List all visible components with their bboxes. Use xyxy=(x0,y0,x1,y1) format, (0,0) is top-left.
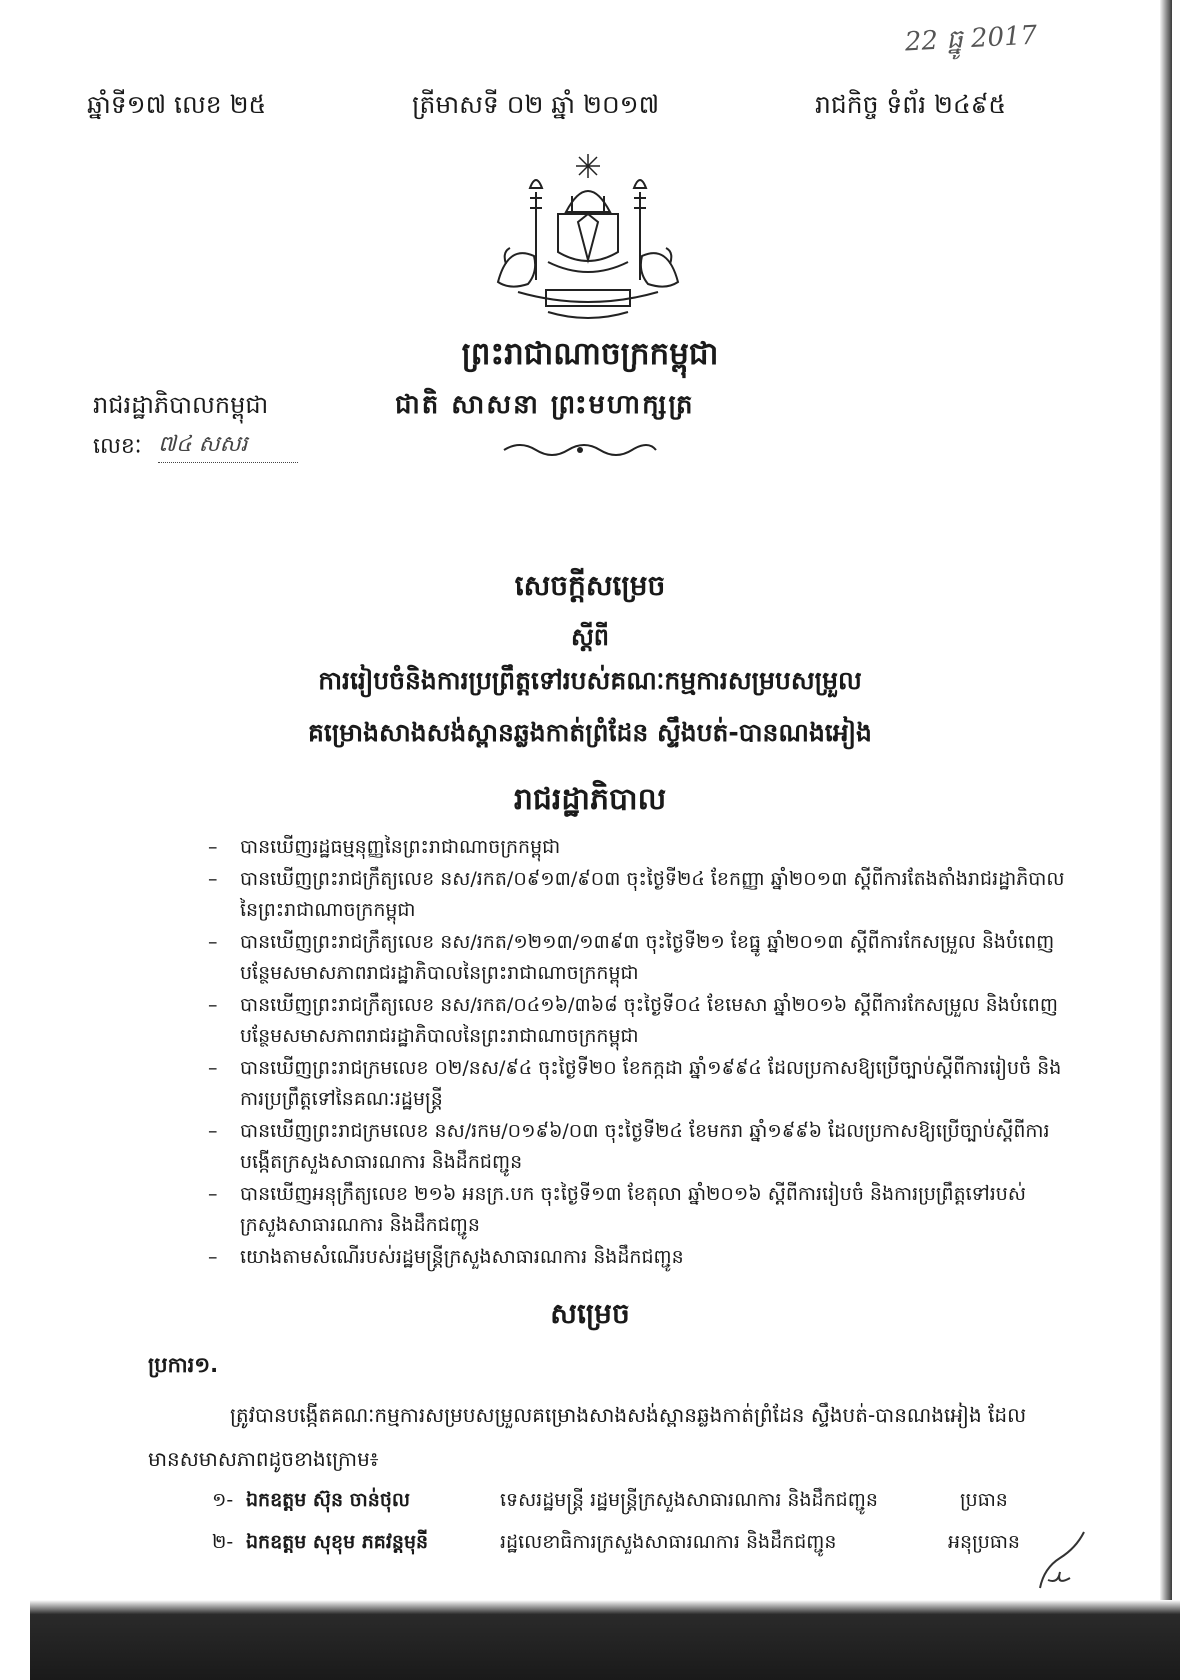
citation-item: – បានឃើញរដ្ឋធម្មនុញ្ញនៃព្រះរាជាណាចក្រកម្ពុជា xyxy=(208,836,561,858)
royal-coat-of-arms-icon xyxy=(488,152,688,324)
document-type: សេចក្តីសម្រេច xyxy=(514,569,666,602)
handwritten-date: 22 ធ្នូ 2017 xyxy=(904,20,1038,58)
article-label: ប្រការ១. xyxy=(148,1353,219,1377)
decision-heading: សម្រេច xyxy=(550,1297,630,1330)
member-number: ២- xyxy=(212,1531,234,1553)
member-number: ១- xyxy=(212,1489,234,1511)
page-edge-shadow xyxy=(1160,0,1172,1680)
issuing-authority: រាជរដ្ឋាភិបាលកម្ពុជា xyxy=(93,391,269,419)
gazette-issue: ឆ្នាំទី១៧ លេខ ២៥ xyxy=(87,90,267,119)
member-role: ប្រធាន xyxy=(960,1489,1008,1511)
member-name: ឯកឧត្តម សុខុម ភគវន្តមុនី xyxy=(246,1531,429,1553)
kingdom-name: ព្រះរាជាណាចក្រកម្ពុជា xyxy=(461,336,719,372)
citation-item: – បានឃើញព្រះរាជក្រមលេខ ០២/នស/៩៤ ចុះថ្ងៃទី២០ ខែកក្កដា ឆ្នាំ១៩៩៤ ដែលប្រកាសឱ្យប្រើច្បាប់ស្តីពីការរៀបចំ និងការប្រព្រឹត្តទៅនៃគណៈរដ្ឋមន្ត្រី xyxy=(208,1057,1062,1110)
scanner-bottom-band xyxy=(30,1600,1180,1680)
member-name: ឯកឧត្តម ស៊ុន ចាន់ថុល xyxy=(246,1489,410,1511)
ornament-divider-icon xyxy=(500,440,660,460)
gazette-page: រាជកិច្ច ទំព័រ ២៤៩៥ xyxy=(815,90,1007,119)
citation-item: – បានឃើញព្រះរាជក្រឹត្យលេខ នស/រកត/១២១៣/១៣៩៣ ចុះថ្ងៃទី២១ ខែធ្នូ ឆ្នាំ២០១៣ ស្តីពីការកែសម្រួល និងបំពេញបន្ថែមសមាសភាពរាជរដ្ឋាភិបាលនៃព្រះរាជាណាចក្រកម្ពុជា xyxy=(208,931,1055,984)
signature-initials-icon xyxy=(1030,1528,1090,1598)
citation-item: – បានឃើញព្រះរាជក្រមលេខ នស/រកម/០១៩៦/០៣ ចុះថ្ងៃទី២៤ ខែមករា ឆ្នាំ១៩៩៦ ដែលប្រកាសឱ្យប្រើច្បាប់ស្តីពីការបង្កើតក្រសួងសាធារណការ និងដឹកជញ្ជូន xyxy=(208,1120,1050,1173)
reference-number: ៧៤ សសរ xyxy=(158,430,298,463)
citation-item: – បានឃើញអនុក្រឹត្យលេខ ២១៦ អនក្រ.បក ចុះថ្ងៃទី១៣ ខែតុលា ឆ្នាំ២០១៦ ស្តីពីការរៀបចំ និងការប្រព្រឹត្តទៅរបស់ក្រសួងសាធារណការ និងដឹកជញ្ជូន xyxy=(208,1183,1026,1236)
national-motto: ជាតិ សាសនា ព្រះមហាក្សត្រ xyxy=(395,390,695,420)
issuing-body: រាជរដ្ឋាភិបាល xyxy=(513,782,667,817)
citation-item: – បានឃើញព្រះរាជក្រឹត្យលេខ នស/រកត/០៤១៦/៣៦៨ ចុះថ្ងៃទី០៤ ខែមេសា ឆ្នាំ២០១៦ ស្តីពីការកែសម្រួល និងបំពេញបន្ថែមសមាសភាពរាជរដ្ឋាភិបាលនៃព្រះរាជាណាចក្រកម្ពុជា xyxy=(208,994,1058,1047)
member-position: ទេសរដ្ឋមន្ត្រី រដ្ឋមន្ត្រីក្រសួងសាធារណការ និងដឹកជញ្ជូន xyxy=(500,1489,878,1511)
article-text: ត្រូវបានបង្កើតគណៈកម្មការសម្របសម្រួលគម្រោងសាងសង់ស្ពានឆ្លងកាត់ព្រំដែន ស្ទឹងបត់-បានណងអៀង ដែលមានសមាសភាពដូចខាងក្រោម៖ xyxy=(148,1403,1027,1471)
citation-item: – បានឃើញព្រះរាជក្រឹត្យលេខ នស/រកត/០៩១៣/៩០៣ ចុះថ្ងៃទី២៤ ខែកញ្ញា ឆ្នាំ២០១៣ ស្តីពីការតែងតាំងរាជរដ្ឋាភិបាលនៃព្រះរាជាណាចក្រកម្ពុជា xyxy=(208,868,1065,921)
member-role: អនុប្រធាន xyxy=(948,1531,1020,1553)
title-line-1: ការរៀបចំនិងការប្រព្រឹត្តទៅរបស់គណៈកម្មការសម្របសម្រួល xyxy=(318,666,862,695)
citation-item: – យោងតាមសំណើរបស់រដ្ឋមន្ត្រីក្រសួងសាធារណការ និងដឹកជញ្ជូន xyxy=(208,1246,684,1268)
title-about: ស្តីពី xyxy=(570,623,610,651)
title-line-2: គម្រោងសាងសង់ស្ពានឆ្លងកាត់ព្រំដែន ស្ទឹងបត់-បានណងអៀង xyxy=(308,718,872,747)
reference-label: លេខៈ xyxy=(93,434,142,459)
citation-list xyxy=(208,832,1068,1274)
member-position: រដ្ឋលេខាធិការក្រសួងសាធារណការ និងដឹកជញ្ជូន xyxy=(500,1531,837,1553)
gazette-quarter: ត្រីមាសទី ០២ ឆ្នាំ ២០១៧ xyxy=(412,90,660,119)
